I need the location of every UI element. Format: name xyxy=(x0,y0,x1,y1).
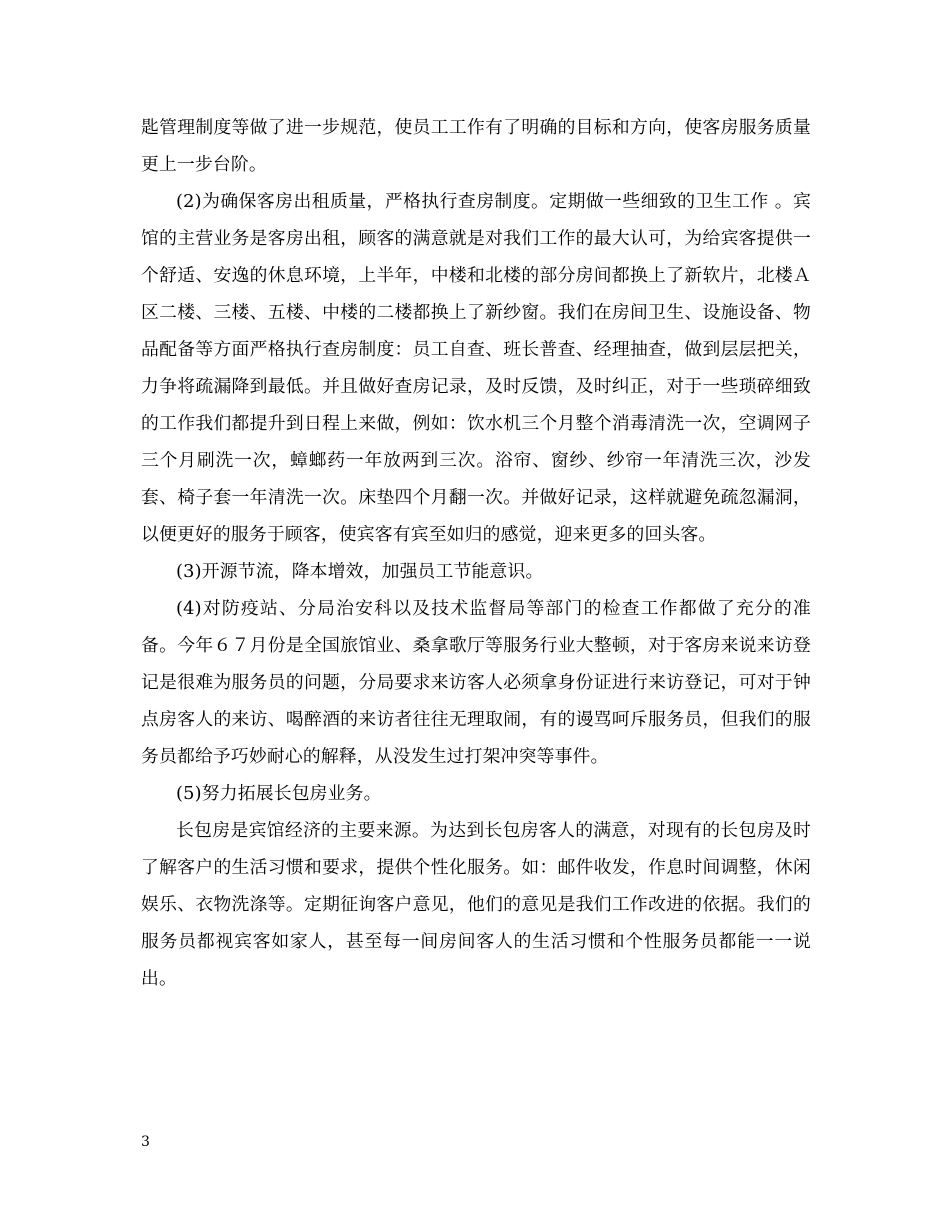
paragraph-item-2: (2)为确保客房出租质量，严格执行查房制度。定期做一些细致的卫生工作 。宾馆的主营业务是客房出租，顾客的满意就是对我们工作的最大认可，为给宾客提供一个舒适、安逸的休息环境，上半年，中楼和北楼的部分房间都换上了新软片，北楼Ａ区二楼、三楼、五楼、中楼的二楼都换上了新纱窗。我们在房间卫生、设施设备、物品配备等方面严格执行查房制度：员工自查、班长普查、经理抽查，做到层层把关，力争将疏漏降到最低。并且做好查房记录，及时反馈，及时纠正，对于一些琐碎细致的工作我们都提升到日程上来做，例如：饮水机三个月整个消毒清洗一次，空调网子三个月刷洗一次，蟑螂药一年放两到三次。浴帘、窗纱、纱帘一年清洗三次，沙发套、椅子套一年清洗一次。床垫四个月翻一次。并做好记录，这样就避免疏忽漏洞，以便更好的服务于顾客，使宾客有宾至如归的感觉，迎来更多的回头客。 xyxy=(141,191,811,545)
page-body xyxy=(141,109,811,997)
paragraph-long-term-rooms: 长包房是宾馆经济的主要来源。为达到长包房客人的满意，对现有的长包房及时了解客户的生活习惯和要求，提供个性化服务。如：邮件收发，作息时间调整，休闲娱乐、衣物洗涤等。定期征询客户意见，他们的意见是我们工作改进的依据。我们的服务员都视宾客如家人，甚至每一间房间客人的生活习惯和个性服务员都能一一说出。 xyxy=(141,820,811,989)
paragraph-item-4: (4)对防疫站、分局治安科以及技术监督局等部门的检查工作都做了充分的准备。今年６７月份是全国旅馆业、桑拿歌厅等服务行业大整顿，对于客房来说来访登记是很难为服务员的问题，分局要求来访客人必须拿身份证进行来访登记，可对于钟点房客人的来访、喝醉酒的来访者往往无理取闹，有的谩骂呵斥服务员，但我们的服务员都给予巧妙耐心的解释，从没发生过打架冲突等事件。 xyxy=(141,598,811,767)
page-number: 3 xyxy=(141,1134,150,1150)
paragraph-item-5: (5)努力拓展长包房业务。 xyxy=(176,783,382,804)
paragraph-item-3: (3)开源节流，降本增效，加强员工节能意识。 xyxy=(176,561,544,582)
paragraph-continuation: 匙管理制度等做了进一步规范，使员工工作有了明确的目标和方向，使客房服务质量更上一步台阶。 xyxy=(141,117,811,175)
